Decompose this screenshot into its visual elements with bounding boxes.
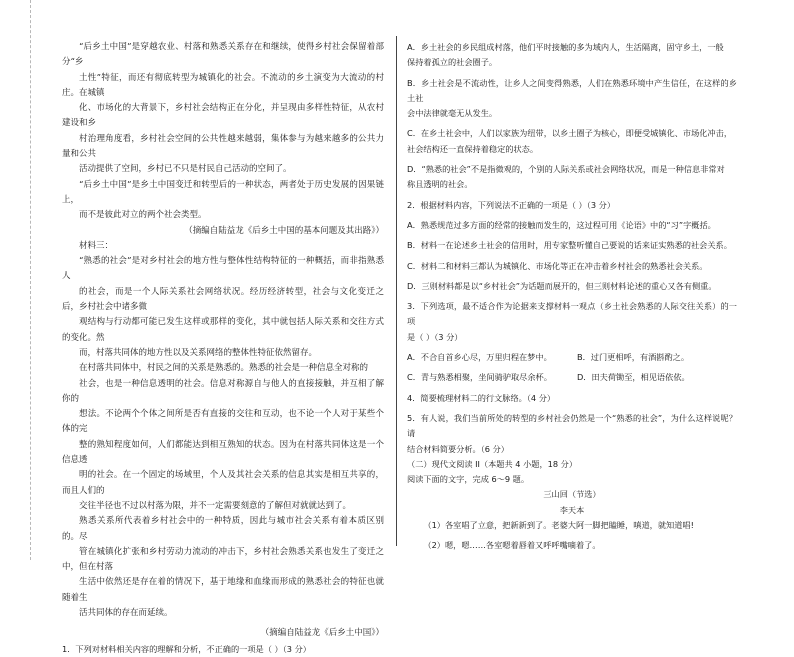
question-2: 2．根据材料内容，下列说法不正确的一项是（ ）（3 分） — [407, 199, 616, 210]
passage-line-1: （1）各室唱了立意，把新新到了。老婆大阿一脚把瞌睡，嗔道，就知道唱! — [423, 520, 694, 531]
text-line: “后乡土中国”是穿越农业、村落和熟悉关系存在和继续，使得乡村社会保留着部分“乡 — [62, 42, 384, 68]
q1-option-d — [407, 162, 737, 193]
text-line: 在村落共同体中，村民之间的关系是熟悉的。熟悉的社会是一种信息全对称的 — [79, 363, 369, 374]
q3-option-d: D．田夫荷锄至，相见语依依。 — [577, 372, 690, 383]
text-line: B．乡土社会是不流动性，让乡人之间变得熟悉，人们在熟悉环境中产生信任，在这样的乡土社 — [407, 77, 737, 103]
source-citation-1: （摘编自陆益龙《后乡土中国的基本问题及其出路》） — [184, 225, 384, 236]
text-line: “后乡土中国”是乡土中国变迁和转型后的一种状态，两者处于历史发展的因果链上， — [62, 179, 384, 205]
text-line: 3．下列选项，最不适合作为论据来支撑材料一观点（乡土社会熟悉的人际交往关系）的一项 — [407, 301, 737, 327]
material-3-heading: 材料三： — [79, 240, 114, 251]
passage-line-2: （2）嗯，嗯……各室嗯着唇着又呼呼嘴嘀着了。 — [423, 540, 601, 551]
text-line: 活共同体的存在而延续。 — [79, 607, 173, 618]
question-4: 4．简要梳理材料二的行文脉络。（4 分） — [407, 392, 556, 403]
q2-option-b: B．材料一在论述乡土社会的信用时，用专家整听懂自己要说的话来证实熟悉的社会关系。 — [407, 240, 732, 251]
text-line: 而，村落共同体的地方性以及关系网络的整体性特征依然留存。 — [79, 347, 318, 358]
text-line: 交往半径也不过以村落为限，并不一定需要刻意的了解但对就就达到了。 — [79, 500, 352, 511]
text-line: 保持着孤立的社会圈子。 — [407, 57, 498, 68]
passage-author: 李天本 — [559, 504, 585, 515]
text-line: C．在乡土社会中，人们以家族为纽带，以乡土圈子为核心，即便受城镇化、市场化冲击， — [407, 128, 733, 139]
text-line: 5．有人说，我们当前所处的转型的乡村社会仍然是一个“熟悉的社会”，为什么这样说呢？请 — [407, 412, 737, 439]
source-citation-2: （摘编自陆益龙《后乡土中国》） — [260, 628, 384, 639]
text-line: 管在城镇化扩张和乡村劳动力流动的冲击下，乡村社会熟悉关系也发生了变迁之中，但在村落 — [62, 546, 384, 573]
q3-options-row-2 — [407, 370, 737, 385]
q2-option-a: A．熟悉规范过多方面的经常的接触而发生的，这过程可用《论语》中的“习”字概括。 — [407, 219, 716, 230]
text-line: 观结构与行动都可能已发生这样或那样的变化，其中就包括人际关系和交往方式的变化。然 — [62, 317, 384, 343]
question-3 — [407, 299, 737, 345]
text-line: 土性”特征，而还有彻底转型为城镇化的社会。不流动的乡土演变为大流动的村庄。在城镇 — [62, 72, 384, 98]
text-line: 村治理角度看，乡村社会空间的公共性越来越弱，集体参与为越来越多的公共力量和公共 — [62, 133, 384, 160]
column-divider — [396, 36, 397, 546]
page-margin-line — [30, 0, 32, 560]
paragraph-1 — [62, 40, 384, 178]
text-line: 想法。不论两个个体之间所是否有直接的交往和互动，也不论一个人对于某些个体的完 — [62, 409, 384, 435]
paragraph-3 — [62, 254, 384, 361]
text-line: 整的熟知程度如何，人们都能达到相互熟知的状态。因为在村落共同体这是一个信息透 — [62, 439, 384, 466]
text-line: “熟悉的社会”是对乡村社会的地方性与整体性结构特征的一种概括，而非指熟悉人 — [62, 256, 384, 282]
text-line: 社会结构还一直保持着稳定的状态。 — [407, 143, 539, 154]
paragraph-2 — [62, 178, 384, 224]
question-1: 1．下列对材料相关内容的理解和分析，不正确的一项是（ ）（3 分） — [62, 643, 311, 654]
reading-instruction: 阅读下面的文字，完成 6～9 题。 — [407, 474, 530, 485]
q1-option-a — [407, 40, 737, 71]
question-5 — [407, 411, 737, 457]
text-line: 结合材料简要分析。（6 分） — [407, 443, 509, 454]
paragraph-5 — [62, 514, 384, 621]
text-line: 会中法律就毫无从发生。 — [407, 108, 498, 119]
text-line: 是（ ）（3 分） — [407, 331, 463, 342]
text-line: 而不是彼此对立的两个社会类型。 — [79, 210, 207, 221]
text-line: 社会，也是一种信息透明的社会。信息对称源自与他人的直接接触，并互相了解你的 — [62, 378, 384, 404]
q1-option-c — [407, 126, 737, 157]
passage-title: 三山回（节选） — [543, 489, 601, 500]
q3-option-b: B．过门更相呼，有酒斟酌之。 — [577, 352, 690, 363]
text-line: D．“熟悉的社会”不是指微观的，个别的人际关系或社会网络状况，而是一种信息非常对 — [407, 164, 725, 175]
q2-option-c: C．材料二和材料三都认为城镇化、市场化等正在冲击着乡村社会的熟悉社会关系。 — [407, 260, 708, 271]
paragraph-4 — [62, 361, 384, 514]
q3-option-c: C．青与熟悉相聚，坐间骑驴取尽余杯。 — [407, 372, 552, 383]
right-column — [407, 40, 737, 554]
text-line: 活动提供了空间，乡村已不只是村民自己活动的空间了。 — [79, 164, 292, 175]
q2-option-d: D．三则材料都是以“乡村社会”为话题而展开的，但三则材料论述的重心又各有侧重。 — [407, 280, 717, 291]
text-line: 熟悉关系所代表着乡村社会中的一种特质，因此与城市社会关系有着本质区别的。尽 — [62, 516, 384, 542]
text-line: 称且透明的社会。 — [407, 179, 473, 190]
q3-options-row-1 — [407, 350, 737, 365]
text-line: 生活中依然还是存在着的情况下，基于地缘和血缘而形成的熟悉社会的特征也就随着生 — [62, 577, 384, 603]
text-line: 化、市场化的大背景下，乡村社会结构正在分化，并呈现由多样性特征，从农村建设和乡 — [62, 103, 384, 129]
q1-option-b — [407, 76, 737, 122]
text-line: 的社会，而是一个人际关系社会网络状况。经历经济转型，社会与文化变迁之后，乡村社会中诸多微 — [62, 286, 384, 313]
text-line: A．乡土社会的乡民组成村落，他们平时接触的多为域内人，生活隔离，固守乡土，一般 — [407, 42, 724, 52]
q3-option-a: A．不合自首乡心尽，万里归程在梦中。 — [407, 352, 552, 363]
section-2-heading: （二）现代文阅读 II（本题共 4 小题，18 分） — [407, 458, 578, 469]
left-column — [62, 40, 384, 657]
text-line: 明的社会。在一个固定的场域里，个人及其社会关系的信息其实是相互共享的，而且人们的 — [62, 470, 384, 496]
